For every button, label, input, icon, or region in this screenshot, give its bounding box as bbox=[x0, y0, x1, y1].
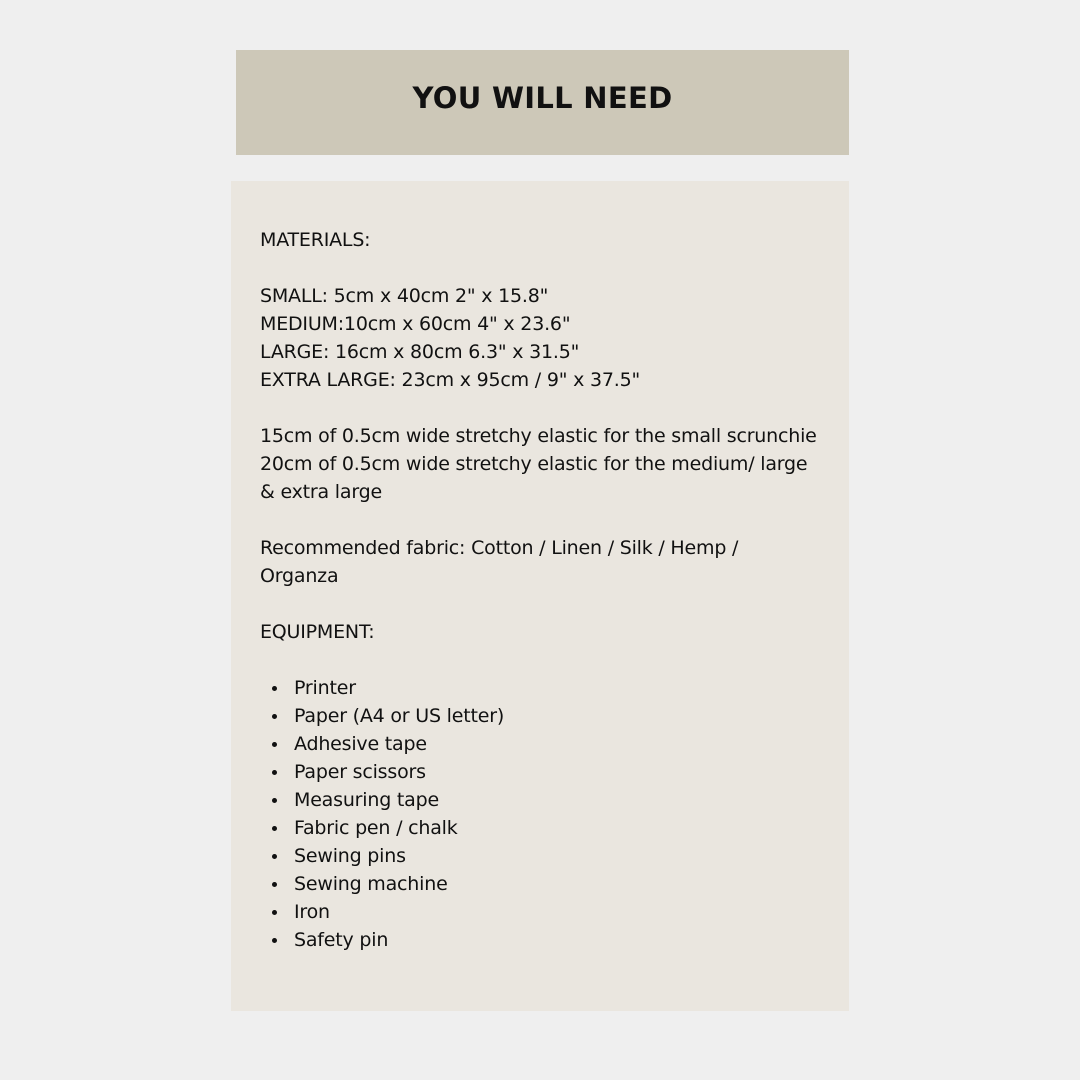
elastic-small-text: 15cm of 0.5cm wide stretchy elastic for the small scrunchie bbox=[260, 425, 817, 447]
bullet-icon bbox=[272, 686, 277, 691]
page-title: YOU WILL NEED bbox=[412, 80, 673, 115]
list-item bbox=[260, 926, 845, 954]
size-medium: MEDIUM:10cm x 60cm 4" x 23.6" bbox=[260, 313, 571, 335]
bullet-icon bbox=[272, 714, 277, 719]
spacer bbox=[260, 646, 845, 674]
list-item bbox=[260, 786, 845, 814]
size-extra-large: EXTRA LARGE: 23cm x 95cm / 9" x 37.5" bbox=[260, 369, 641, 391]
bullet-icon bbox=[272, 854, 277, 859]
size-small: SMALL: 5cm x 40cm 2" x 15.8" bbox=[260, 285, 549, 307]
list-item-label: Safety pin bbox=[294, 929, 389, 951]
header-banner bbox=[236, 50, 849, 155]
equipment-list bbox=[260, 674, 845, 954]
list-item bbox=[260, 758, 845, 786]
bullet-icon bbox=[272, 770, 277, 775]
list-item bbox=[260, 674, 845, 702]
bullet-icon bbox=[272, 910, 277, 915]
fabric-text-line1: Recommended fabric: Cotton / Linen / Silk / Hemp / bbox=[260, 537, 739, 559]
list-item-label: Adhesive tape bbox=[294, 733, 427, 755]
list-item-label: Measuring tape bbox=[294, 789, 439, 811]
list-item-label: Printer bbox=[294, 677, 356, 699]
bullet-icon bbox=[272, 938, 277, 943]
list-item bbox=[260, 702, 845, 730]
list-item-label: Iron bbox=[294, 901, 330, 923]
bullet-icon bbox=[272, 826, 277, 831]
bullet-icon bbox=[272, 882, 277, 887]
spacer bbox=[260, 254, 845, 282]
list-item bbox=[260, 730, 845, 758]
equipment-heading: EQUIPMENT: bbox=[260, 621, 375, 643]
spacer bbox=[260, 506, 845, 534]
list-item-label: Sewing pins bbox=[294, 845, 406, 867]
list-item-label: Paper (A4 or US letter) bbox=[294, 705, 505, 727]
list-item bbox=[260, 898, 845, 926]
content-card bbox=[231, 181, 849, 1011]
list-item-label: Paper scissors bbox=[294, 761, 426, 783]
size-large: LARGE: 16cm x 80cm 6.3" x 31.5" bbox=[260, 341, 580, 363]
bullet-icon bbox=[272, 798, 277, 803]
materials-heading: MATERIALS: bbox=[260, 229, 371, 251]
spacer bbox=[260, 590, 845, 618]
list-item bbox=[260, 870, 845, 898]
elastic-other-text-line2: & extra large bbox=[260, 481, 382, 503]
bullet-icon bbox=[272, 742, 277, 747]
elastic-other-text-line1: 20cm of 0.5cm wide stretchy elastic for the medium/ large bbox=[260, 453, 808, 475]
list-item-label: Fabric pen / chalk bbox=[294, 817, 458, 839]
fabric-text-line2: Organza bbox=[260, 565, 339, 587]
list-item bbox=[260, 842, 845, 870]
card-content bbox=[260, 226, 845, 954]
spacer bbox=[260, 394, 845, 422]
list-item bbox=[260, 814, 845, 842]
list-item-label: Sewing machine bbox=[294, 873, 448, 895]
